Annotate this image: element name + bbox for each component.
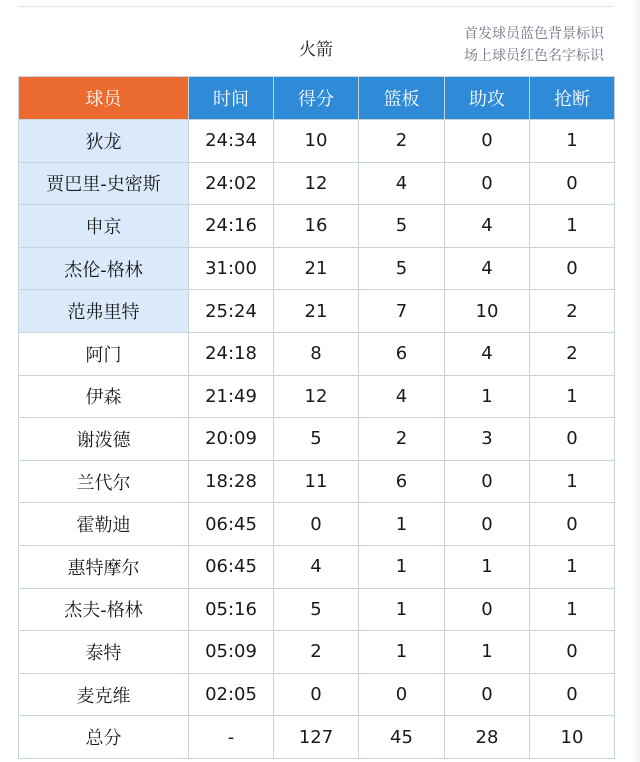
table-row	[19, 673, 615, 716]
table-row	[19, 545, 615, 588]
minutes-cell: 20:09	[189, 418, 274, 461]
points-cell: 0	[274, 503, 359, 546]
assists-cell: 0	[445, 503, 530, 546]
minutes-cell: 24:16	[189, 205, 274, 248]
steals-cell: 0	[530, 247, 615, 290]
team-name: 火箭	[299, 40, 333, 60]
minutes-cell: 25:24	[189, 290, 274, 333]
steals-cell: 1	[530, 375, 615, 418]
header-assists: 助攻	[445, 77, 530, 120]
points-cell: 5	[274, 418, 359, 461]
steals-cell: 1	[530, 120, 615, 163]
assists-cell: 0	[445, 673, 530, 716]
assists-cell: 1	[445, 375, 530, 418]
header-row	[19, 77, 615, 120]
table-row	[19, 631, 615, 674]
points-cell: 21	[274, 247, 359, 290]
rebounds-cell: 1	[359, 631, 445, 674]
rebounds-cell: 7	[359, 290, 445, 333]
rebounds-cell: 5	[359, 205, 445, 248]
steals-cell: 10	[530, 716, 615, 759]
totals-row	[19, 716, 615, 759]
player-name-cell: 霍勒迪	[19, 503, 189, 546]
minutes-cell: 06:45	[189, 503, 274, 546]
steals-cell: 1	[530, 588, 615, 631]
steals-cell: 0	[530, 162, 615, 205]
points-cell: 12	[274, 162, 359, 205]
rebounds-cell: 6	[359, 332, 445, 375]
rebounds-cell: 5	[359, 247, 445, 290]
points-cell: 0	[274, 673, 359, 716]
table-row	[19, 418, 615, 461]
legend	[464, 23, 604, 67]
rebounds-cell: 1	[359, 545, 445, 588]
assists-cell: 4	[445, 205, 530, 248]
rebounds-cell: 1	[359, 503, 445, 546]
points-cell: 8	[274, 332, 359, 375]
rebounds-cell: 2	[359, 418, 445, 461]
player-name-cell: 伊森	[19, 375, 189, 418]
minutes-cell: 24:18	[189, 332, 274, 375]
points-cell: 12	[274, 375, 359, 418]
rebounds-cell: 4	[359, 375, 445, 418]
assists-cell: 4	[445, 247, 530, 290]
points-cell: 10	[274, 120, 359, 163]
player-name-cell: 兰代尔	[19, 460, 189, 503]
assists-cell: 0	[445, 460, 530, 503]
legend-oncourt-note: 场上球员红色名字标识	[464, 48, 604, 64]
header-time: 时间	[189, 77, 274, 120]
player-name-cell: 范弗里特	[19, 290, 189, 333]
right-edge-shadow	[630, 0, 640, 762]
table-row	[19, 120, 615, 163]
points-cell: 5	[274, 588, 359, 631]
boxscore-table	[18, 76, 615, 759]
steals-cell: 0	[530, 503, 615, 546]
player-name-cell: 谢泼德	[19, 418, 189, 461]
player-name-cell: 泰特	[19, 631, 189, 674]
table-row	[19, 332, 615, 375]
header-player: 球员	[19, 77, 189, 120]
assists-cell: 0	[445, 120, 530, 163]
table-row	[19, 588, 615, 631]
minutes-cell: 24:34	[189, 120, 274, 163]
rebounds-cell: 2	[359, 120, 445, 163]
assists-cell: 1	[445, 545, 530, 588]
assists-cell: 1	[445, 631, 530, 674]
steals-cell: 0	[530, 673, 615, 716]
steals-cell: 1	[530, 545, 615, 588]
rebounds-cell: 0	[359, 673, 445, 716]
player-name-cell: 麦克维	[19, 673, 189, 716]
minutes-cell: 31:00	[189, 247, 274, 290]
player-name-cell: 贾巴里-史密斯	[19, 162, 189, 205]
table-body	[19, 120, 615, 759]
assists-cell: 4	[445, 332, 530, 375]
rebounds-cell: 6	[359, 460, 445, 503]
player-name-cell: 杰夫-格林	[19, 588, 189, 631]
points-cell: 2	[274, 631, 359, 674]
minutes-cell: 06:45	[189, 545, 274, 588]
title-bar	[18, 6, 614, 76]
header-steals: 抢断	[530, 77, 615, 120]
player-name-cell: 总分	[19, 716, 189, 759]
player-name-cell: 申京	[19, 205, 189, 248]
header-points: 得分	[274, 77, 359, 120]
points-cell: 127	[274, 716, 359, 759]
minutes-cell: 24:02	[189, 162, 274, 205]
points-cell: 11	[274, 460, 359, 503]
player-name-cell: 阿门	[19, 332, 189, 375]
steals-cell: 2	[530, 290, 615, 333]
table-row	[19, 375, 615, 418]
minutes-cell: 05:16	[189, 588, 274, 631]
steals-cell: 1	[530, 460, 615, 503]
assists-cell: 10	[445, 290, 530, 333]
table-row	[19, 247, 615, 290]
table-row	[19, 460, 615, 503]
minutes-cell: 05:09	[189, 631, 274, 674]
boxscore-card	[18, 6, 614, 762]
table-row	[19, 205, 615, 248]
minutes-cell: -	[189, 716, 274, 759]
table-row	[19, 290, 615, 333]
steals-cell: 2	[530, 332, 615, 375]
assists-cell: 0	[445, 162, 530, 205]
assists-cell: 28	[445, 716, 530, 759]
points-cell: 21	[274, 290, 359, 333]
minutes-cell: 02:05	[189, 673, 274, 716]
player-name-cell: 狄龙	[19, 120, 189, 163]
rebounds-cell: 1	[359, 588, 445, 631]
legend-starter-note: 首发球员蓝色背景标识	[464, 26, 604, 42]
steals-cell: 1	[530, 205, 615, 248]
steals-cell: 0	[530, 631, 615, 674]
assists-cell: 3	[445, 418, 530, 461]
points-cell: 4	[274, 545, 359, 588]
player-name-cell: 杰伦-格林	[19, 247, 189, 290]
table-row	[19, 503, 615, 546]
rebounds-cell: 45	[359, 716, 445, 759]
points-cell: 16	[274, 205, 359, 248]
minutes-cell: 18:28	[189, 460, 274, 503]
minutes-cell: 21:49	[189, 375, 274, 418]
steals-cell: 0	[530, 418, 615, 461]
assists-cell: 0	[445, 588, 530, 631]
player-name-cell: 惠特摩尔	[19, 545, 189, 588]
header-rebounds: 篮板	[359, 77, 445, 120]
rebounds-cell: 4	[359, 162, 445, 205]
table-row	[19, 162, 615, 205]
